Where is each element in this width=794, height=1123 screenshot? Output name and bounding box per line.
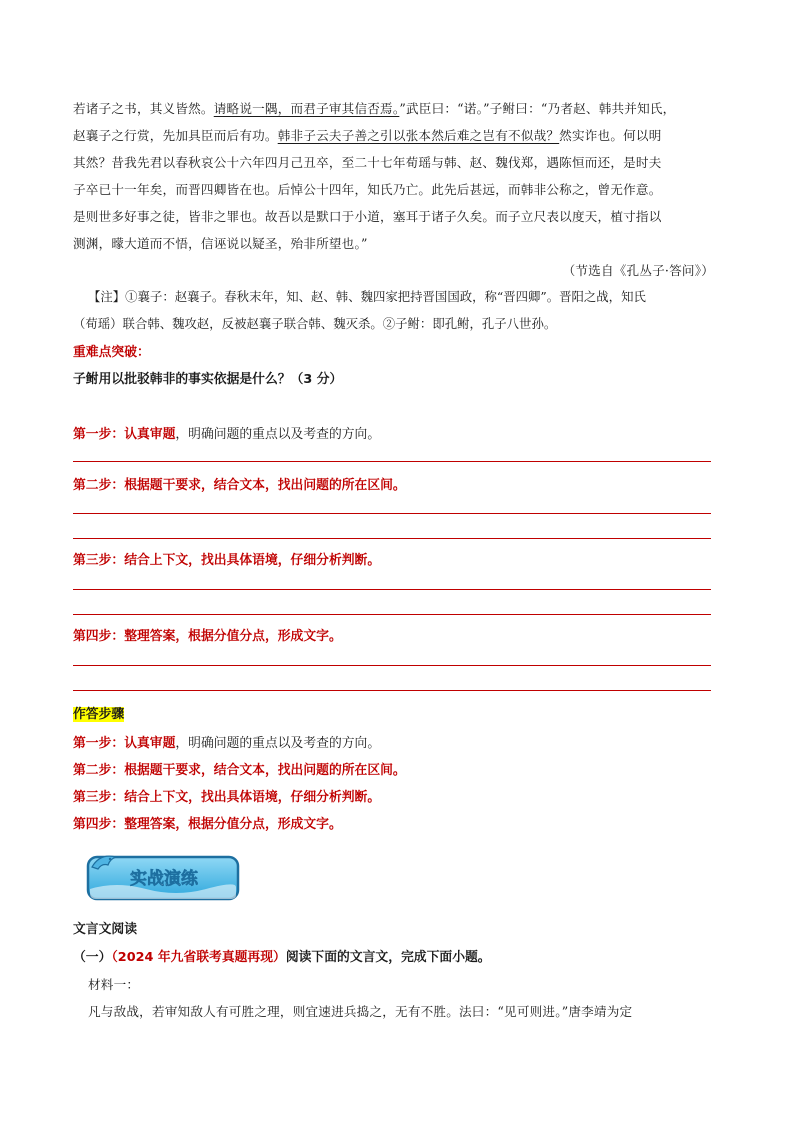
exercise-prefix: （一） <box>73 950 112 965</box>
underlined-sentence-1: 请略说一隅，而君子审其信否焉。 <box>213 101 400 116</box>
step-number: 第三步： <box>73 553 125 568</box>
answer-step-1 <box>73 732 380 751</box>
step-number: 第四步： <box>73 817 125 832</box>
answer-line[interactable] <box>73 461 711 462</box>
banner-label: 实战演练 <box>130 869 198 889</box>
step-1-row <box>73 423 380 442</box>
step-3-row <box>73 549 380 568</box>
note-line-1: 【注】①襄子：赵襄子。春秋末年，知、赵、韩、魏四家把持晋国国政，称“晋四卿”。晋阳之战，知氏 <box>88 289 646 304</box>
step-number: 第二步： <box>73 478 125 493</box>
note-line-2: （荀瑶）联合韩、魏攻赵，反被赵襄子联合韩、魏灭杀。②子鲋：即孔鲋，孔子八世孙。 <box>73 316 557 331</box>
breakthrough-heading: 重难点突破： <box>73 345 150 360</box>
step-lead: 结合上下文，找出具体语境，仔细分析判断。 <box>124 553 381 568</box>
passage-line-3: 其然？昔我先君以春秋哀公十六年四月己丑卒，至二十七年荀瑶与韩、赵、魏伐郑，遇陈恒而还，是时夫 <box>73 155 662 170</box>
passage-line-6: 测渊，曚大道而不悟，信诬说以疑圣，殆非所望也。” <box>73 236 368 251</box>
step-tail: ，明确问题的重点以及考查的方向。 <box>175 736 381 751</box>
exercise-tag: （2024 年九省联考真题再现） <box>111 950 286 965</box>
step-number: 第三步： <box>73 790 125 805</box>
step-lead: 根据题干要求，结合文本，找出问题的所在区间。 <box>124 763 406 778</box>
step-number: 第四步： <box>73 629 125 644</box>
step-lead: 结合上下文，找出具体语境，仔细分析判断。 <box>124 790 381 805</box>
step-lead: 整理答案，根据分值分点，形成文字。 <box>124 629 342 644</box>
question-text: 子鲋用以批驳韩非的事实依据是什么？（3 分） <box>73 372 343 387</box>
passage-line-2 <box>73 125 662 144</box>
material-line-1: 凡与敌战，若审知敌人有可胜之理，则宜速进兵捣之，无有不胜。法曰：“见可则进。”唐李靖为定 <box>88 1004 633 1019</box>
step-lead: 认真审题 <box>124 736 176 751</box>
answer-line[interactable] <box>73 513 711 514</box>
step-lead: 根据题干要求，结合文本，找出问题的所在区间。 <box>124 478 406 493</box>
passage-line-4: 子卒已十一年矣，而晋四卿皆在也。后悼公十四年，知氏乃亡。此先后甚远，而韩非公称之，曾无作意。 <box>73 182 662 197</box>
passage-text: ”武臣曰：“诺。”子鲋曰：“乃者赵、韩共并知氏， <box>399 101 676 116</box>
answer-line[interactable] <box>73 589 711 590</box>
practice-banner-graphic <box>86 851 240 903</box>
answer-line[interactable] <box>73 665 711 666</box>
highlighted-heading: 作答步骤 <box>73 707 125 722</box>
passage-text: 若诸子之书，其义皆然。 <box>73 101 214 116</box>
answer-step-2 <box>73 759 406 778</box>
answer-line[interactable] <box>73 690 711 691</box>
step-number: 第一步： <box>73 736 125 751</box>
passage-text: 赵襄子之行赏，先加具臣而后有功。 <box>73 128 278 143</box>
step-2-row <box>73 474 406 493</box>
section-title: 文言文阅读 <box>73 922 137 937</box>
step-lead: 认真审题 <box>124 427 176 442</box>
step-lead: 整理答案，根据分值分点，形成文字。 <box>124 817 342 832</box>
passage-text: 然实诈也。何以明 <box>559 128 662 143</box>
material-label: 材料一： <box>88 977 140 992</box>
exercise-header <box>73 946 491 965</box>
passage-line-1 <box>73 98 675 117</box>
answer-step-3 <box>73 786 380 805</box>
answer-line[interactable] <box>73 614 711 615</box>
practice-banner <box>86 851 240 903</box>
answer-line[interactable] <box>73 538 711 539</box>
step-tail: ，明确问题的重点以及考查的方向。 <box>175 427 381 442</box>
step-number: 第二步： <box>73 763 125 778</box>
step-number: 第一步： <box>73 427 125 442</box>
underlined-sentence-2: 韩非子云夫子善之引以张本然后难之岂有不似哉？ <box>277 128 560 143</box>
answer-step-4 <box>73 813 342 832</box>
step-4-row <box>73 625 342 644</box>
answer-steps-heading <box>73 703 124 722</box>
exercise-instruction: 阅读下面的文言文，完成下面小题。 <box>285 950 491 965</box>
passage-source: （节选自《孔丛子·答问》） <box>562 263 714 278</box>
passage-line-5: 是则世多好事之徒，皆非之罪也。故吾以是默口于小道，塞耳于诸子久矣。而子立尺表以度天，植寸指以 <box>73 209 662 224</box>
